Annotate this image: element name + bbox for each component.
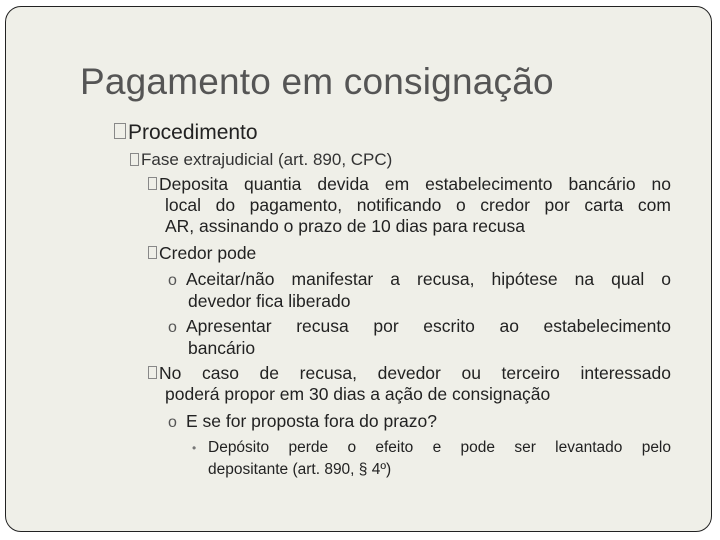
item3a-i-line2: depositante (art. 890, § 4º) [208, 461, 392, 478]
square-bullet-icon [148, 246, 157, 259]
item3a-i-line1: Depósito perde o efeito e pode ser levantado pelo [208, 439, 671, 456]
circle-bullet-icon: o [168, 319, 177, 336]
circle-bullet-icon: o [168, 414, 177, 431]
level1-text: Procedimento [128, 121, 258, 144]
sub-item-aceitar [168, 269, 671, 312]
item3a-text: E se for proposta fora do prazo? [186, 411, 437, 431]
item1-line2: local do pagamento, notificando o credor por carta com [165, 195, 671, 215]
item2b-line2: bancário [188, 338, 256, 358]
item2b-line1: Apresentar recusa por escrito ao estabelecimento [186, 316, 671, 336]
bullet-item-recusa [148, 363, 671, 405]
item1-line1: Deposita quantia devida em estabelecimento bancário no [159, 174, 671, 194]
item1-line3: AR, assinando o prazo de 10 dias para recusa [165, 216, 525, 236]
bullet-item-deposita [148, 174, 671, 237]
item3-line1: No caso de recusa, devedor ou terceiro interessado [159, 363, 671, 383]
sub-sub-item-deposito [192, 437, 671, 480]
bullet-level2 [130, 150, 392, 170]
slide [5, 6, 712, 532]
item2-text: Credor pode [159, 243, 257, 263]
slide-content [6, 7, 711, 531]
bullet-item-credor [148, 243, 256, 264]
square-bullet-icon [114, 123, 126, 139]
dot-bullet-icon: • [192, 441, 197, 455]
square-bullet-icon [148, 177, 157, 190]
level2-text: Fase extrajudicial (art. 890, CPC) [141, 150, 393, 169]
sub-item-apresentar [168, 316, 671, 359]
item2a-line2: devedor fica liberado [188, 291, 351, 311]
item3-line2: poderá propor em 30 dias a ação de consignação [165, 384, 551, 404]
square-bullet-icon [148, 366, 157, 379]
slide-title: Pagamento em consignação [80, 61, 554, 102]
circle-bullet-icon: o [168, 272, 177, 289]
sub-item-fora-prazo [168, 411, 437, 433]
bullet-level1 [114, 121, 258, 145]
square-bullet-icon [130, 153, 139, 166]
item2a-line1: Aceitar/não manifestar a recusa, hipótese na qual o [186, 269, 671, 289]
